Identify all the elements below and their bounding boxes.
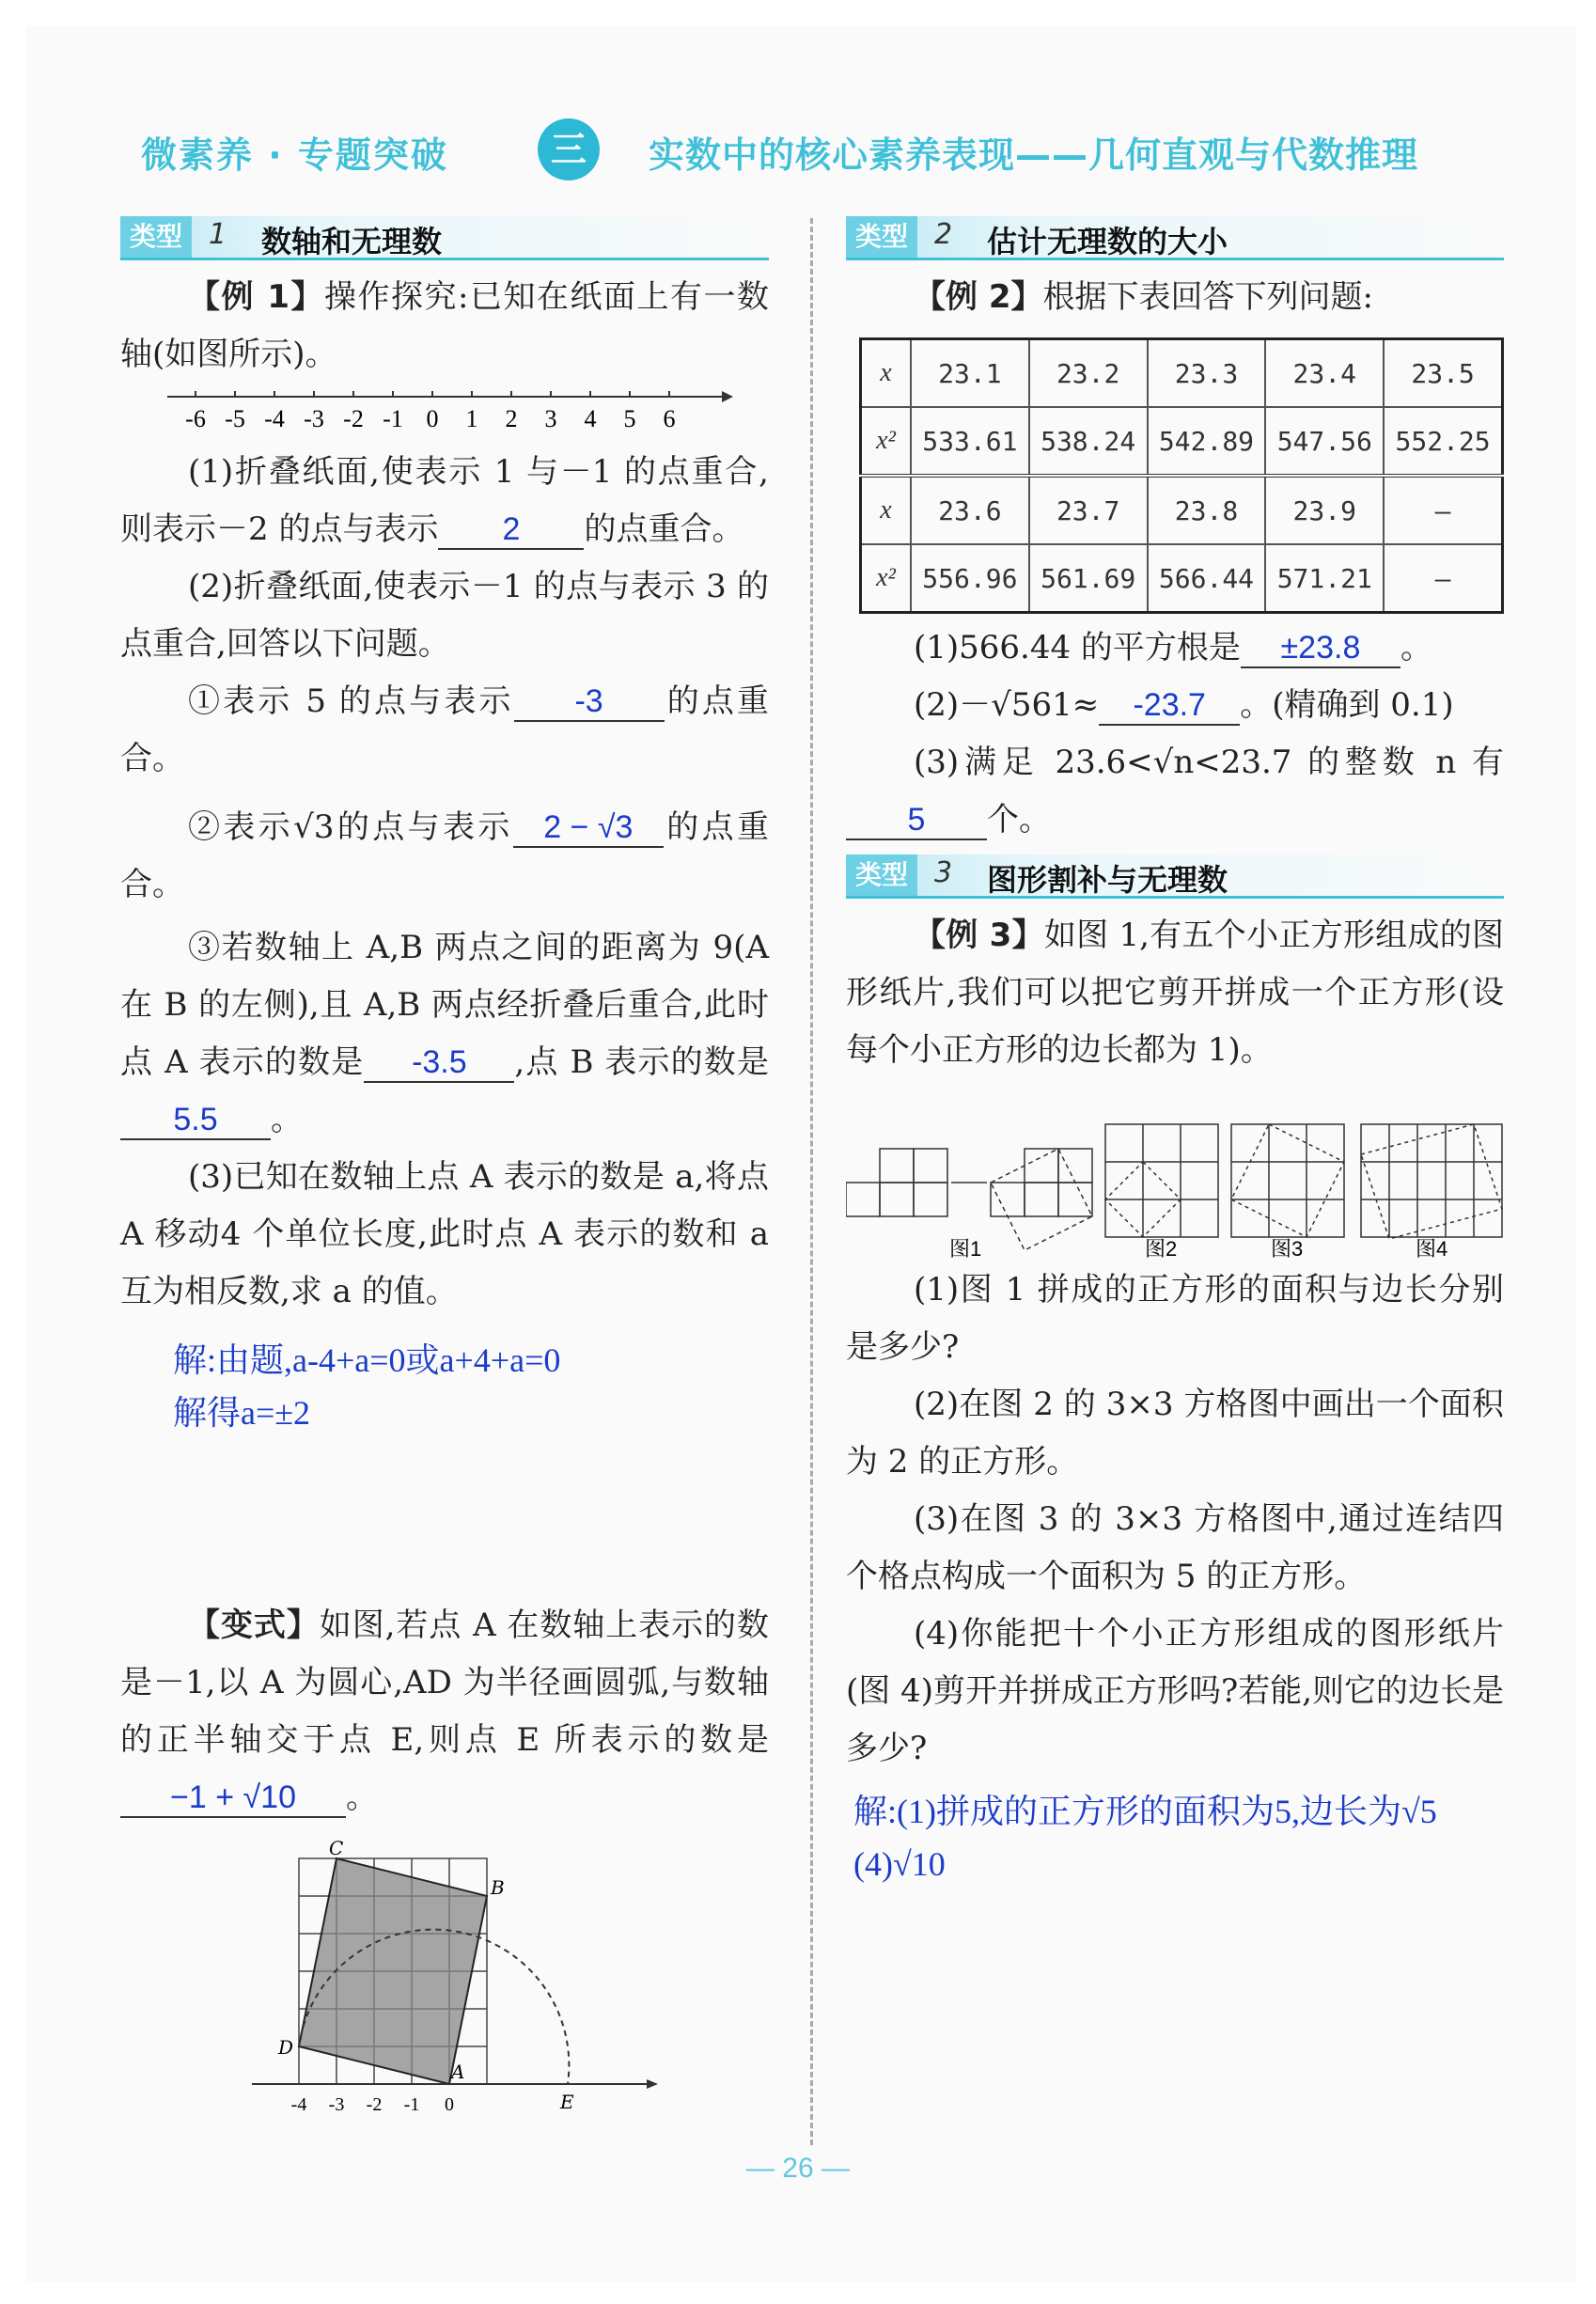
type2-heading [846,216,1504,261]
label-d: D [278,2036,294,2059]
page-header [141,122,1504,179]
label-a: A [451,2061,465,2083]
solution-line-2: 解得a=±2 [173,1394,311,1432]
label-c: C [329,1840,344,1859]
table-row: x 23.6 23.7 23.8 23.9 — [861,476,1503,544]
type2-title: 估计无理数的大小 [987,224,1228,259]
answer-blank-variation: −1 + √10 [120,1779,346,1818]
ex2-question-3: (3)满足 23.6<√n<23.7 的整数 n 有5 个。 [846,734,1504,849]
left-column [120,216,769,2125]
fig-caption-2: 图2 [1145,1237,1178,1258]
axis-tick-label: -5 [225,405,245,432]
axis-tick-label: 3 [544,405,557,432]
cut-and-rearrange-figures [846,1089,1504,1258]
axis-tick-label: -6 [185,405,206,432]
answer-blank-ex2-q1: ±23.8 [1241,629,1400,668]
fig-axis-tick-label: -1 [403,2094,420,2115]
question-2-3: ③若数轴上 A,B 两点之间的距离为 9(A 在 B 的左侧),且 A,B 两点经折叠后重合,此时点 A 表示的数是 -3.5 ,点 B 表示的数是5.5 。 [120,929,769,1138]
fig-caption-1: 图1 [949,1237,982,1258]
type1-num: 1 [209,218,227,251]
example3-intro: 【例 3】如图 1,有五个小正方形组成的图形纸片,我们可以把它剪开拼成一个正方形(设每个小正方形的边长都为 1)。 [846,917,1505,1069]
ex3-part-3: (3)在图 3 的 3×3 方格图中,通过连结四个格点构成一个面积为 5 的正方形。 [846,1500,1504,1595]
fig-caption-4: 图4 [1416,1237,1448,1258]
fig-axis-tick-label: -4 [290,2094,307,2115]
header-badge: 三 [538,118,600,180]
page-number: — 26 — [745,2153,851,2184]
column-divider [810,218,813,2145]
ex3-part-2: (2)在图 2 的 3×3 方格图中画出一个面积为 2 的正方形。 [846,1386,1504,1481]
question-2-2: ②表示√3的点与表示 2 − √3 的点重合。 [120,808,770,903]
ex2-question-2: (2)－√561≈ -23.7 。(精确到 0.1) [914,686,1454,724]
label-e: E [560,2091,574,2113]
answer-blank-q1: 2 [438,510,584,550]
handwritten-solution-2 [853,1785,1504,1890]
answer-blank-q2-1: -3 [514,682,665,722]
example2-intro: 【例 2】根据下表回答下列问题: [914,278,1373,316]
type2-tag: 类型 [846,216,917,258]
type3-title: 图形割补与无理数 [987,862,1228,898]
type1-title: 数轴和无理数 [261,224,443,259]
fig-axis-tick-label: 0 [445,2094,454,2115]
right-column [846,216,1504,1890]
question-1: (1)折叠纸面,使表示 1 与－1 的点重合,则表示－2 的点与表示 2 的点重合。 [120,453,769,548]
question-3: (3)已知在数轴上点 A 表示的数是 a,将点 A 移动4 个单位长度,此时点 A 表示的数和 a 互为相反数,求 a 的值。 [120,1158,769,1310]
fig-axis-tick-label: -3 [328,2094,345,2115]
type1-tag: 类型 [120,216,192,258]
type1-heading [120,216,769,261]
type3-heading [846,854,1504,900]
axis-tick-label: -2 [343,405,364,432]
table-row: x² 533.61 538.24 542.89 547.56 552.25 [861,407,1503,476]
label-b: B [491,1876,505,1899]
question-2: (2)折叠纸面,使表示－1 的点与表示 3 的点重合,回答以下问题。 [120,568,769,663]
question-2-1: ①表示 5 的点与表示 -3 的点重合。 [120,682,769,777]
variation-question: 【变式】如图,若点 A 在数轴上表示的数是－1,以 A 为圆心,AD 为半径画圆弧,与数轴的正半轴交于点 E,则点 E 所表示的数是−1 + √10 。 [120,1607,769,1816]
answer-blank-ex2-q2: -23.7 [1099,686,1240,726]
axis-tick-label: 5 [623,405,636,432]
header-left-title: 微素养 · 专题突破 [141,134,448,176]
ex3-part-1: (1)图 1 拼成的正方形的面积与边长分别是多少? [846,1271,1504,1366]
example1-intro: 【例 1】操作探究:已知在纸面上有一数轴(如图所示)。 [120,278,769,373]
answer-blank-q2-2: 2 − √3 [513,808,664,848]
answer-blank-q2-3b: 5.5 [120,1101,271,1140]
solution-part-4: (4)√10 [853,1845,946,1883]
axis-tick-label: -4 [264,405,285,432]
axis-tick-label: 0 [426,405,439,432]
axis-tick-label: 6 [663,405,676,432]
type2-num: 2 [934,218,953,251]
squares-table [859,337,1504,614]
axis-tick-label: 2 [505,405,518,432]
fig-caption-3: 图3 [1271,1237,1304,1258]
type3-tag: 类型 [846,854,917,896]
circle-arc-figure [120,1840,769,2122]
axis-tick-label: 4 [584,405,597,432]
axis-tick-label: 1 [465,405,478,432]
ex3-part-4: (4)你能把十个小正方形组成的图形纸片(图 4)剪开并拼成正方形吗?若能,则它的边长是多少? [846,1615,1505,1767]
table-row: x² 556.96 561.69 566.44 571.21 — [861,544,1503,613]
axis-tick-label: -1 [383,405,403,432]
fig-axis-tick-label: -2 [366,2094,383,2115]
solution-line-1: 解:由题,a-4+a=0或a+4+a=0 [173,1341,561,1379]
header-right-title: 实数中的核心素养表现——几何直观与代数推理 [649,134,1419,176]
solution-part-1: 解:(1)拼成的正方形的面积为5,边长为√5 [853,1793,1437,1830]
table-row: x 23.1 23.2 23.3 23.4 23.5 [861,339,1503,408]
answer-blank-ex2-q3: 5 [846,801,987,840]
ex2-question-1: (1)566.44 的平方根是 ±23.8 。 [914,629,1432,666]
answer-blank-q2-3a: -3.5 [364,1043,514,1083]
handwritten-solution-1 [173,1334,769,1439]
number-line-figure [120,384,769,440]
axis-tick-label: -3 [304,405,324,432]
type3-num: 3 [934,856,953,889]
